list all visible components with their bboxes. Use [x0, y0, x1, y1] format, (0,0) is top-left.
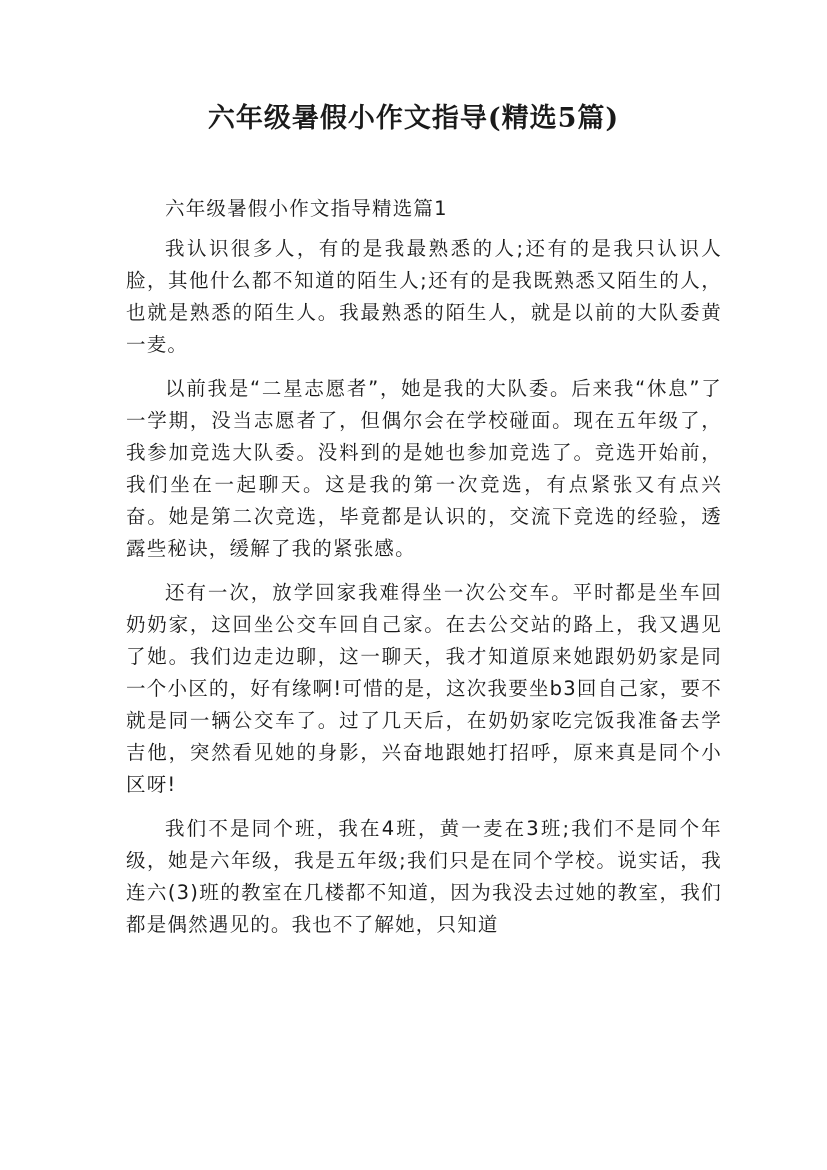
paragraph-2: 以前我是“二星志愿者”，她是我的大队委。后来我“休息”了一学期，没当志愿者了，但偶尔会在学校碰面。现在五年级了，我参加竞选大队委。没料到的是她也参加竞选了。竞选开始前，我们坐在一起聊天。这是我的第一次竞选，有点紧张又有点兴奋。她是第二次竞选，毕竟都是认识的，交流下竞选的经验，透露些秘诀，缓解了我的紧张感。 [126, 377, 722, 560]
document-title: 六年级暑假小作文指导(精选5篇) [207, 103, 620, 134]
paragraph-3: 还有一次，放学回家我难得坐一次公交车。平时都是坐车回奶奶家，这回坐公交车回自己家。在去公交站的路上，我又遇见了她。我们边走边聊，这一聊天，我才知道原来她跟奶奶家是同一个小区的，好有缘啊!可惜的是，这次我要坐b3回自己家，要不就是同一辆公交车了。过了几天后，在奶奶家吃完饭我准备去学吉他，突然看见她的身影，兴奋地跟她打招呼，原来真是同个小区呀! [126, 581, 722, 796]
paragraph-1: 我认识很多人，有的是我最熟悉的人;还有的是我只认识人脸，其他什么都不知道的陌生人;还有的是我既熟悉又陌生的人，也就是熟悉的陌生人。我最熟悉的陌生人，就是以前的大队委黄一麦。 [126, 237, 722, 356]
document-body [126, 193, 722, 953]
section-heading: 六年级暑假小作文指导精选篇1 [165, 197, 448, 220]
paragraph-4: 我们不是同个班，我在4班，黄一麦在3班;我们不是同个年级，她是六年级，我是五年级;我们只是在同个学校。说实话，我连六(3)班的教室在几楼都不知道，因为我没去过她的教室，我们都是偶然遇见的。我也不了解她，只知道 [126, 817, 722, 936]
